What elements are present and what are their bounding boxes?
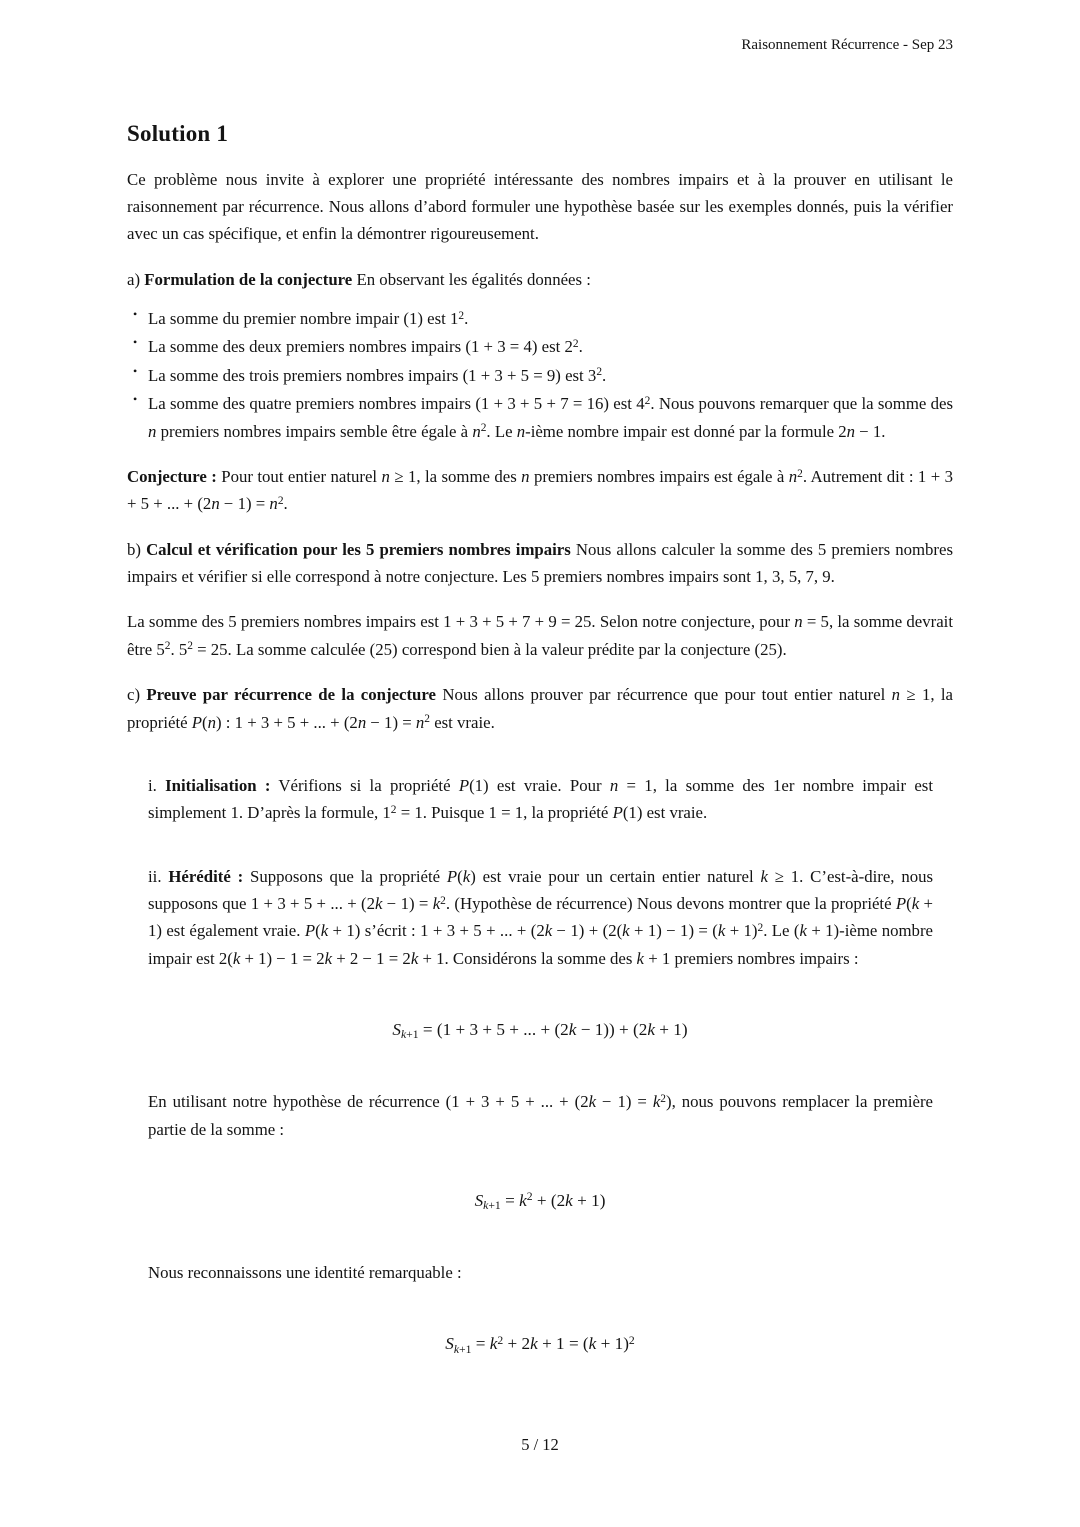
list-item: • La somme des quatre premiers nombres impairs (1 + 3 + 5 + 7 = 16) est $4^2$. Nous pouvons remarquer que la somme des n premiers nombres impairs semble être égale à $n^2$. Le n-ième nombre impair est donné par la formule 2n − 1. bbox=[148, 390, 953, 445]
identity-paragraph: Nous reconnaissons une identité remarquable : bbox=[148, 1263, 462, 1283]
observation-list bbox=[127, 305, 953, 445]
page-header: Raisonnement Récurrence - Sep 23 bbox=[741, 37, 953, 53]
intro-paragraph: Ce problème nous invite à explorer une propriété intéressante des nombres impairs et à la prouver en utilisant le raisonnement par récurrence. Nous allons d’abord formuler une hypothèse basée sur les exemples donnés, puis la vérifier avec un cas spécifique, et enfin la démontrer rigoureusement. bbox=[127, 169, 953, 244]
equation-sum-expanded: $S_{k+1} = (1 + 3 + 5$ + ... + (2k − 1)) + (2k + 1) bbox=[392, 1020, 688, 1042]
section-b-paragraph: b) Calcul et vérification pour les 5 premiers nombres impairs Nous allons calculer la somme des 5 premiers nombres impairs et vérifier si elle correspond à notre conjecture. Les 5 premiers nombres impairs sont 1, 3, 5, 7, 9. bbox=[127, 539, 953, 587]
list-item: • La somme des trois premiers nombres impairs (1 + 3 + 5 = 9) est $3^2$. bbox=[148, 362, 953, 389]
heredite-paragraph: ii. Hérédité : Supposons que la propriété P(k) est vraie pour un certain entier naturel k ≥ 1. C’est-à-dire, nous supposons que 1 + 3 + 5 + ... + $(2k - 1) = k^2$. (Hypothèse de récurrence) Nous devons montrer que la propriété P(k + 1) est également vraie. P(k + 1) s’écrit : 1 + 3 + 5 + ... + $(2k - 1) + (2(k + 1) - 1) = (k + 1)^2$. Le (k + 1)-ième nombre impair est 2(k + 1) − 1 = 2k + 2 − 1 = 2k + 1. Considérons la somme des k + 1 premiers nombres impairs : bbox=[148, 866, 934, 968]
page-title: Solution 1 bbox=[127, 121, 229, 146]
equation-sum-substituted: $S_{k+1} = k^2 + (2k + 1)$ bbox=[474, 1190, 606, 1213]
page-number: 5 / 12 bbox=[521, 1435, 559, 1454]
list-item: • La somme des deux premiers nombres impairs (1 + 3 = 4) est $2^2$. bbox=[148, 333, 953, 360]
verification-paragraph: La somme des 5 premiers nombres impairs est 1 + 3 + 5 + 7 + 9 = 25. Selon notre conjecture, pour n = 5, la somme devrait être $5^2$. $5^2 = 25$. La somme calculée (25) correspond bien à la valeur prédite par la conjecture (25). bbox=[127, 612, 953, 659]
section-c-paragraph: c) Preuve par récurrence de la conjecture Nous allons prouver par récurrence que pour tout entier naturel n ≥ 1, la propriété P(n) : 1 + 3 + 5 + ... + $(2n - 1) = n^2$ est vraie. bbox=[127, 685, 953, 732]
section-a-heading: a) Formulation de la conjecture En observant les égalités données : bbox=[127, 269, 591, 289]
hypothesis-paragraph: En utilisant notre hypothèse de récurrence (1 + 3 + 5 + ... + $(2k - 1) = k^2$), nous pouvons remplacer la première partie de la somme : bbox=[148, 1092, 933, 1139]
equation-remarkable-identity: $S_{k+1} = k^2 + 2k + 1 = (k + 1)^2$ bbox=[445, 1333, 635, 1356]
list-item: • La somme du premier nombre impair (1) est $1^2$. bbox=[148, 305, 953, 332]
conjecture-paragraph: Conjecture : Pour tout entier naturel n ≥ 1, la somme des n premiers nombres impairs est égale à $n^2$. Autrement dit : 1 + 3 + 5 + ... + $(2n - 1) = n^2$. bbox=[127, 466, 953, 514]
initialisation-paragraph: i. Initialisation : Vérifions si la propriété P(1) est vraie. Pour n = 1, la somme des 1er nombre impair est simplement 1. D’après la formule, $1^2 = 1$. Puisque 1 = 1, la propriété P(1) est vraie. bbox=[148, 775, 933, 823]
